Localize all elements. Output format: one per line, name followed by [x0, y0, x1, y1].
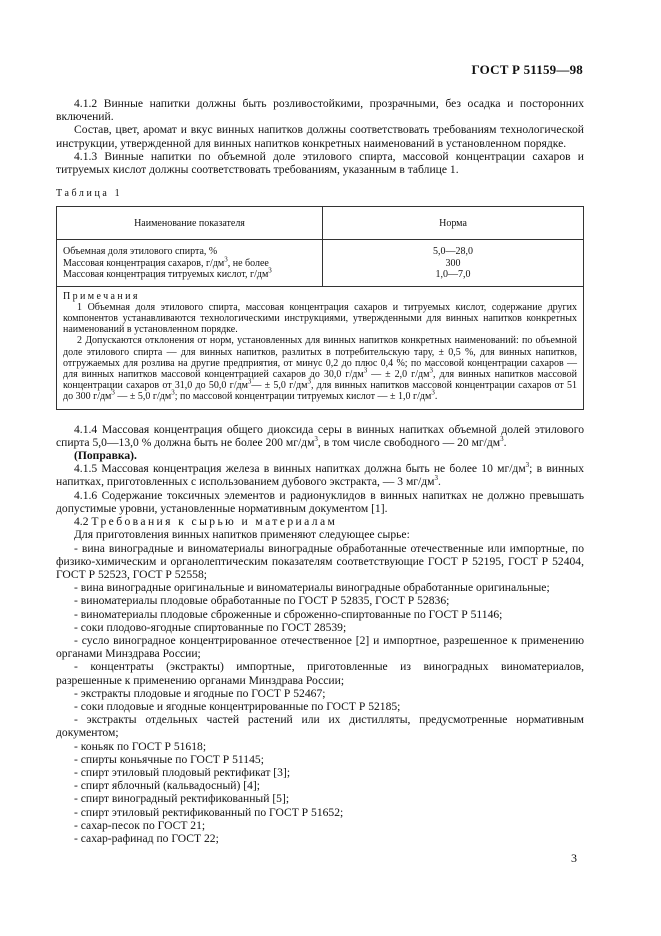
table-notes-cell: [57, 286, 584, 409]
raw-material-item: - вина виноградные оригинальные и виноматериалы виноградные обработанные оригинальные;: [74, 581, 550, 595]
table-row-value: 1,0—7,0: [435, 269, 471, 281]
raw-material-item: - виноматериалы плодовые сброженные и сброженно-спиртованные по ГОСТ Р 51146;: [74, 607, 503, 621]
section-heading-4-2: [56, 515, 584, 528]
raw-material-item: - виноматериалы плодовые обработанные по ГОСТ Р 52835, ГОСТ Р 52836;: [74, 594, 450, 608]
raw-material-item: - сахар-рафинад по ГОСТ 22;: [74, 831, 219, 845]
table-row-name: Массовая концентрация титруемых кислот, $г/дм^3$: [63, 266, 272, 281]
raw-material-item: - соки плодово-ягодные спиртованные по ГОСТ 28539;: [74, 620, 347, 634]
notes-title: Примечания: [63, 290, 140, 302]
section-title: Требования к сырью и материалам: [91, 515, 338, 529]
sections-after-table: [56, 423, 584, 846]
table-row-name: Объемная доля этилового спирта, %: [63, 246, 218, 258]
section-number: 4.2: [74, 515, 89, 529]
table-notes-row: [57, 286, 584, 409]
paragraph-4-1-6: 4.1.6 Содержание токсичных элементов и радионуклидов в винных напитках не должно превышать допустимые уровни, установленные нормативным документом [1].: [56, 488, 584, 515]
table-title: Таблица 1: [56, 188, 123, 200]
raw-material-item: - экстракты плодовые и ягодные по ГОСТ Р 52467;: [74, 686, 326, 700]
paragraph-4-1-2: 4.1.2 Винные напитки должны быть розливостойкими, прозрачными, без осадка и посторонних включений.: [56, 97, 584, 124]
table-values-cell: [323, 240, 584, 286]
paragraph-4-1-4: 4.1.4 Массовая концентрация общего диоксида серы в винных напитках объемной долей этилового спирта 5,0—13,0 % должна быть не более 200 $мг/дм^3$, в том числе свободного — 20 $мг/дм^3$.: [56, 422, 584, 449]
raw-material-item: - коньяк по ГОСТ Р 51618;: [74, 739, 207, 753]
document-number-header: ГОСТ Р 51159—98: [471, 62, 583, 77]
table-note-1: 1 Объемная доля этилового спирта, массовая концентрация сахаров и титруемых кислот, содержание других компонентов устанавливаются технологическими инструкциями, утвержденными для винных напитков конкретных наименований в установленном порядке.: [63, 301, 577, 336]
table-row-value: 5,0—28,0: [433, 246, 473, 258]
raw-material-item: - экстракты отдельных частей растений или их дистилляты, предусмотренные нормативным документом;: [56, 713, 584, 740]
table-header-row: [57, 207, 584, 240]
table-row-name: Массовая концентрация сахаров, $г/дм^3$, не более: [63, 255, 269, 269]
page-number: 3: [571, 851, 577, 865]
raw-material-item: - сусло виноградное концентрированное отечественное [2] и импортное, разрешенное к применению органами Минздрава России;: [56, 633, 584, 661]
raw-material-item: - концентраты (экстракты) импортные, приготовленные из виноградных виноматериалов, разрешенные к применению органами Минздрава России;: [56, 660, 584, 687]
raw-material-item: - спирты коньячные по ГОСТ Р 51145;: [74, 752, 264, 766]
raw-materials-list: [56, 542, 584, 846]
paragraph-4-1-5: 4.1.5 Массовая концентрация железа в винных напитках должна быть не более 10 $мг/дм^3$; в винных напитках, приготовленных с использованием дубового экстракта, — 3 $мг/дм^3$.: [56, 461, 585, 489]
amendment-note: (Поправка).: [74, 449, 137, 463]
paragraph-4-1-3: 4.1.3 Винные напитки по объемной доле этилового спирта, массовой концентрации сахаров и титруемых кислот должны соответствовать требованиям, указанным в таблице 1.: [56, 149, 584, 177]
raw-material-item: - соки плодовые и ягодные концентрированные по ГОСТ Р 52185;: [74, 699, 401, 713]
raw-material-item: - сахар-песок по ГОСТ 21;: [74, 818, 206, 832]
raw-material-item: - спирт виноградный ректификованный [5];: [74, 792, 290, 806]
page-content: [56, 97, 584, 845]
table-header-name: Наименование показателя: [57, 207, 323, 240]
table-row-value: 300: [445, 257, 461, 269]
table-note-2: 2 Допускаются отклонения от норм, установленных для винных напитков конкретных наименований: по объемной доле этилового спирта — для винных напитков, разлитых в потребительскую тару, ± 0,5 %, для винных напитков, отгружаемых для розлива на другие предприятия, от минус 0,2 до плюс 0,4 %; по массовой концентрации сахаров — для винных напитков массовой концентрацией сахаров до 30,0 $г/дм^3$ — ± 2,0 $г/дм^3$, для винных напитков массовой концентрации сахаров от 31,0 до 50,0 $г/дм^3— \pm 5,0$ $г/дм^3$, для винных напитков массовой концентрации сахаров от 51 до 300 $г/дм^3$ — ± 5,0 $г/дм^3$; по массовой концентрации титруемых кислот — ± 1,0 $г/дм^3$.: [63, 335, 578, 403]
raw-material-item: - спирт этиловый ректификованный по ГОСТ Р 51652;: [74, 805, 344, 819]
table-body-row: [57, 240, 584, 286]
raw-materials-intro: Для приготовления винных напитков применяют следующее сырье:: [74, 528, 410, 542]
paragraph-composition: Состав, цвет, аромат и вкус винных напитков должны соответствовать требованиям технологической инструкции, утвержденной для винных напитков конкретных наименований в установленном порядке.: [56, 123, 584, 150]
raw-material-item: - спирт этиловый плодовый ректификат [3];: [74, 765, 291, 779]
raw-material-item: - спирт яблочный (кальвадосный) [4];: [74, 779, 261, 793]
table-names-cell: [57, 240, 323, 286]
norms-table: [56, 206, 584, 409]
raw-material-item: - вина виноградные и виноматериалы виноградные обработанные отечественные или импортные, по физико-химическим и органолептическим показателям соответствующие ГОСТ Р 52195, ГОСТ Р 52404, ГОСТ Р 52523, ГОСТ Р 52558;: [56, 541, 584, 581]
table-header-norm: Норма: [323, 207, 584, 240]
